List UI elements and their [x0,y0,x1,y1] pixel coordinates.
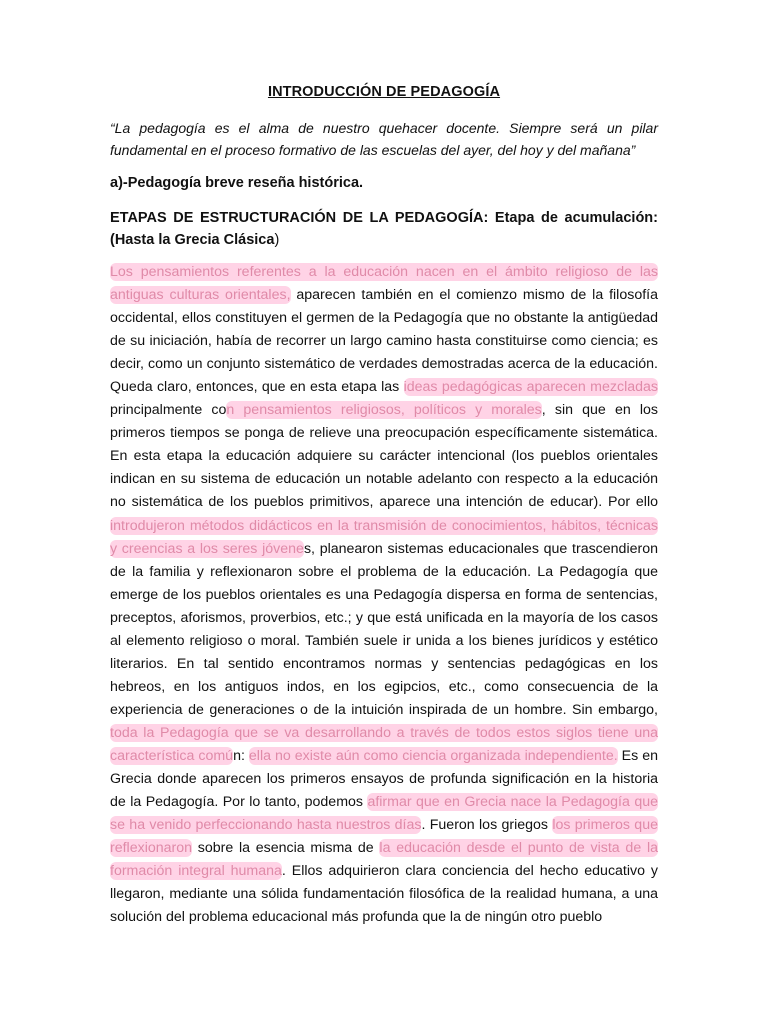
highlighted-text: ella no existe aún como ciencia organizada independiente. [248,747,618,764]
text-segment: , sin que en los primeros tiempos se ponga de relieve una preocupación específicamente sistemática. En esta etapa la educación adquiere su carácter intencional (los pueblos orientales indican en su sistema de educación un notable adelanto con respecto a la educación no sistemática de los pueblos primitivos, aparece una intención de educar). Por ello [110,402,658,511]
text-segment: s, planearon sistemas educacionales que trascendieron de la familia y reflexionaron sobre el problema de la educación. La Pedagogía que emerge de los pueblos orientales es una Pedagogía dispersa en forma de sentencias, preceptos, aforismos, proverbios, etc.; y que está unificada en la mayoría de los casos al elemento religioso o moral. También suele ir unida a los bienes jurídicos y estético literarios. En tal sentido encontramos normas y sentencias pedagógicas en los hebreos, en los antiguos indos, en los egipcios, etc., como consecuencia de la experiencia de generaciones o de la intuición inspirada de un hombre. Sin embargo, [110,540,658,718]
text-segment: Es en Grecia donde aparecen los primeros ensayos de profunda significación en la historia de la Pedagogía. Por lo tanto, podemos [110,747,658,811]
stages-heading [110,207,658,251]
epigraph-quote: “La pedagogía es el alma de nuestro quehacer docente. Siempre será un pilar fundamental en el proceso formativo de las escuelas del ayer, del hoy y del mañana” [110,120,658,158]
body-paragraph [110,261,658,929]
stages-heading-tail: ) [274,232,280,248]
highlighted-text: n pensamientos religiosos, políticos y morales [226,402,542,419]
text-segment: . Ellos adquirieron clara conciencia del hecho educativo y llegaron, mediante una sólida fundamentación filosófica de la realidad humana, a una solución del problema educacional más profunda que la de ningún otro pueblo [110,863,658,926]
text-segment: principalmente co [110,402,227,419]
text-segment: sobre la esencia misma de [192,840,380,857]
document-title: INTRODUCCIÓN DE PEDAGOGÍA [267,84,501,100]
text-segment: . Fueron los griegos [421,817,553,834]
highlighted-text: Los pensamientos referentes a la educación nacen en el ámbito religioso de las antiguas culturas orientales, [110,264,658,304]
text-segment: aparecen también en el comienzo mismo de la filosofía occidental, ellos constituyen el germen de la Pedagogía que no obstante la antigüedad de su iniciación, había de recorrer un largo camino hasta constituirse como ciencia; es decir, como un conjunto sistemático de verdades demostradas acerca de la educación. Queda claro, entonces, que en esta etapa las [110,287,658,396]
highlighted-text: los primeros que reflexionaron [110,817,658,857]
highlighted-text: la educación desde el punto de vista de la formación integral humana [110,840,658,880]
stages-heading-bold: ETAPAS DE ESTRUCTURACIÓN DE LA PEDAGOGÍA: Etapa de acumulación: (Hasta la Grecia Clásica [110,210,658,248]
highlighted-text: ideas pedagógicas aparecen mezcladas [403,379,658,396]
section-heading: a)-Pedagogía breve reseña histórica. [110,175,364,191]
text-segment: n: [233,747,249,764]
highlighted-text: introdujeron métodos didácticos en la transmisión de conocimientos, hábitos, técnicas y creencias a los seres jóvene [110,517,658,557]
highlighted-text: toda la Pedagogía que se va desarrollando a través de todos estos siglos tiene una característica comú [110,724,658,764]
highlighted-text: afirmar que en Grecia nace la Pedagogía que se ha venido perfeccionando hasta nuestros días [110,794,658,834]
